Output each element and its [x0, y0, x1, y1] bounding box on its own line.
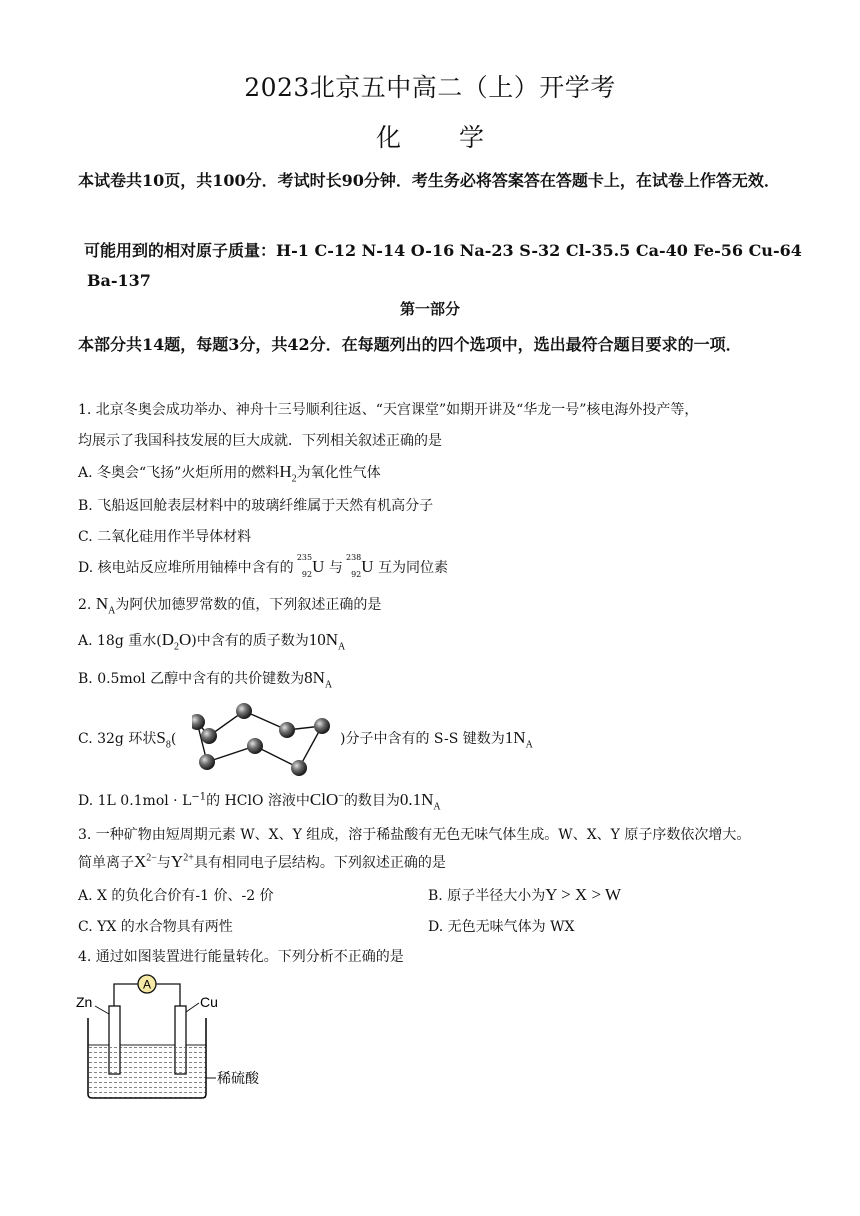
uranium-238-symbol: U — [361, 557, 374, 576]
q1-option-a-text: A. 冬奥会“飞扬”火炬所用的燃料 — [78, 465, 280, 481]
q2-option-c-right: )分子中含有的 S-S 键数为$1N_A$ — [340, 728, 533, 751]
sulfur-atom — [201, 728, 217, 744]
subject-char-2: 学 — [459, 123, 485, 152]
s8-formula: $S_8$ — [156, 728, 171, 751]
uranium-238-isotope: 238 92 — [346, 553, 362, 579]
q1-option-a-post: 为氧化性气体 — [296, 465, 381, 481]
zinc-label: Zn — [76, 994, 93, 1010]
q1-option-a — [78, 462, 381, 484]
copper-label: Cu — [200, 994, 218, 1010]
q1-option-d-mid: 与 — [328, 560, 343, 576]
sulfur-atom — [247, 738, 263, 754]
exam-instructions: 本试卷共10页，共100分．考试时长90分钟．考生务必将答案答在答题卡上，在试卷上作答无效． — [78, 171, 780, 190]
q2-option-d-value: $0.1N_A$ — [399, 790, 441, 813]
q1-option-b: B. 飞船返回舱表层材料中的玻璃纤维属于天然有机高分子 — [78, 498, 434, 514]
heavy-water-formula: $D_2O$ — [161, 630, 192, 653]
q2-number: 2. — [78, 597, 92, 613]
uranium-235-isotope: 235 92 — [296, 553, 313, 579]
avogadro-symbol: $N_A$ — [95, 594, 116, 617]
y-ion: $Y^{2+}$ — [170, 852, 194, 871]
q2-option-b-value: $8N_A$ — [304, 668, 333, 691]
q3-stem-line2: 简单离子$X^{2-}$与$Y^{2+}$具有相同电子层结构。下列叙述正确的是 — [78, 852, 446, 871]
q1-stem-line2: 均展示了我国科技发展的巨大成就．下列相关叙述正确的是 — [78, 433, 442, 449]
q1-option-c: C. 二氧化硅用作半导体材料 — [78, 529, 252, 545]
hypochlorite-ion: ClO− — [309, 790, 344, 809]
q1-option-d — [78, 553, 449, 579]
exam-title: 2023北京五中高二（上）开学考 — [244, 73, 616, 102]
q3-option-b: B. 原子半径大小为Y > X > W — [428, 885, 622, 904]
s8-atoms — [192, 703, 330, 776]
atomic-masses-line1: 可能用到的相对原子质量：H-1 C-12 N-14 O-16 Na-23 S-32 Cl-35.5 Ca-40 Fe-56 Cu-64 — [84, 241, 802, 260]
sulfur-atom — [199, 754, 215, 770]
q2-option-c-value: $1N_A$ — [504, 728, 533, 751]
q3-stem-line1: 3. 一种矿物由短周期元素 W、X、Y 组成，溶于稀盐酸有无色无味气体生成。W、X、Y 原子序数依次增大。 — [78, 827, 751, 843]
q2-option-a: A. 18g 重水$(D_2O)$中含有的质子数为$10N_A$ — [78, 630, 346, 653]
q3-option-a: A. X 的负化合价有-1 价、-2 价 — [78, 888, 274, 904]
sulfur-atom — [236, 703, 252, 719]
sulfur-atom — [314, 718, 330, 734]
q1-stem-line1: 1. 北京冬奥会成功举办、神舟十三号顺利往返、“天宫课堂”如期开讲及“华龙一号”核电海外投产等， — [78, 402, 699, 418]
ammeter-label: A — [142, 977, 152, 992]
subject-char-1: 化 — [375, 123, 401, 152]
q4-stem: 4. 通过如图装置进行能量转化。下列分析不正确的是 — [78, 949, 404, 965]
atomic-masses — [86, 236, 802, 296]
q2-option-c-left: C. 32g 环状$S_8$( — [78, 728, 177, 751]
q1-option-a-formula: $H_2$ — [279, 462, 297, 485]
q2-stem-text: 为阿伏加德罗常数的值，下列叙述正确的是 — [115, 597, 382, 613]
x-ion: $X^{2-}$ — [134, 852, 157, 871]
q2-option-b: B. 0.5mol 乙醇中含有的共价键数为$8N_A$ — [78, 668, 333, 691]
sulfuric-acid-solution — [88, 1045, 206, 1098]
q3-option-c: C. YX 的水合物具有两性 — [78, 919, 233, 935]
q3-option-d: D. 无色无味气体为 WX — [428, 919, 575, 935]
sulfur-atom — [291, 760, 307, 776]
beaker — [88, 1018, 206, 1098]
galvanic-cell-diagram — [74, 970, 284, 1105]
sulfuric-acid-label: 稀硫酸 — [217, 1071, 259, 1087]
subject-title — [0, 118, 860, 154]
q2-option-a-value: $10N_A$ — [308, 630, 346, 653]
q2-stem — [78, 594, 381, 616]
part-title: 第一部分 — [399, 300, 460, 318]
sulfur-atom — [279, 722, 295, 738]
wire-left — [114, 984, 138, 1006]
sulfur-atom — [192, 714, 205, 730]
q1-option-d-post: 互为同位素 — [378, 560, 449, 576]
wire-right — [156, 984, 180, 1006]
atomic-masses-line2: Ba-137 — [87, 271, 151, 290]
s8-ring-diagram — [192, 696, 342, 776]
part-instructions: 本部分共14题，每题3分，共42分．在每题列出的四个选项中，选出最符合题目要求的一项． — [78, 335, 742, 354]
uranium-235-symbol: U — [312, 557, 325, 576]
q2-option-d: D. 1L $0.1mol \cdot L^{-1}$的 HClO 溶液中ClO−的数目为$0.1N_A$ — [78, 790, 441, 813]
atomic-radius-order: Y > X > W — [545, 885, 622, 904]
q1-option-d-text: D. 核电站反应堆所用铀棒中含有的 — [78, 560, 294, 576]
